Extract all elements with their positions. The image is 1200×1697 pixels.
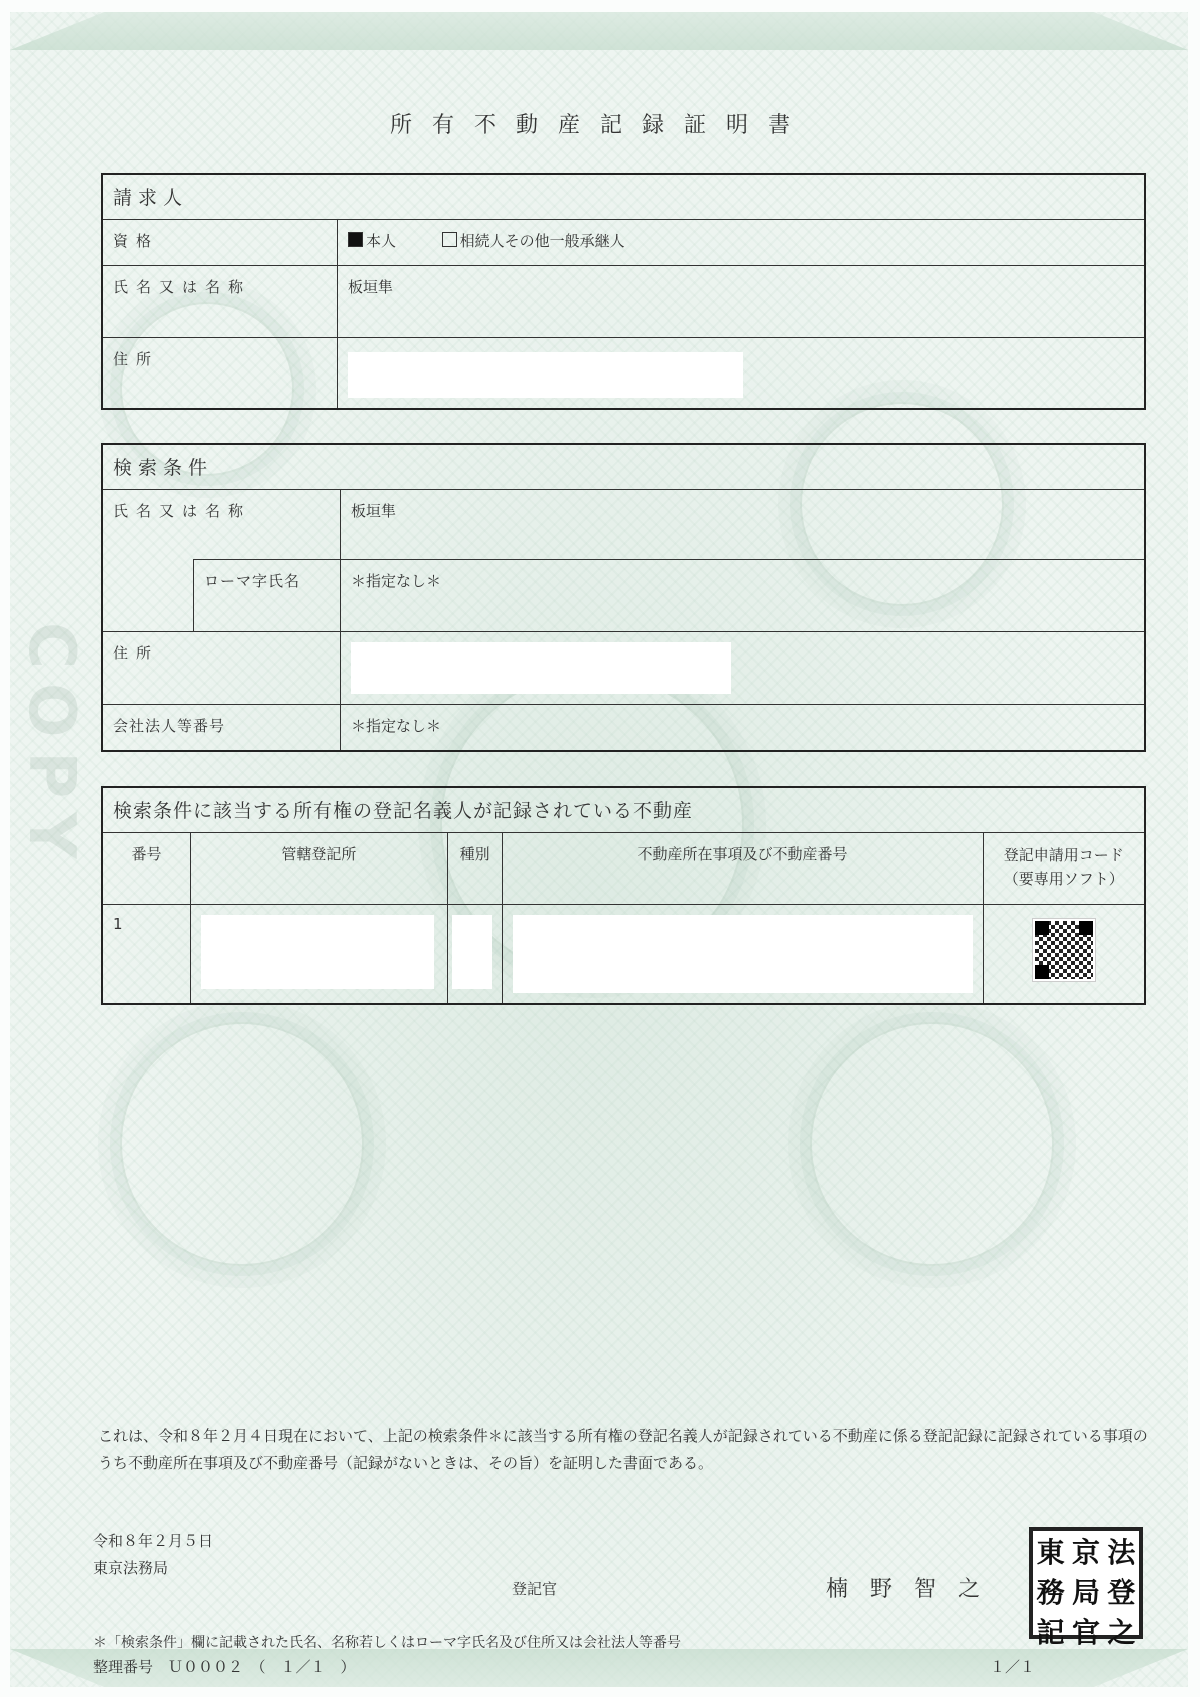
col-application-code-label: 登記申請用コード	[1003, 846, 1124, 864]
redaction-box	[513, 915, 973, 993]
page-number: １／１	[990, 1658, 1036, 1676]
qualification-value	[338, 220, 1146, 266]
redaction-box	[201, 915, 434, 989]
redaction-box	[348, 352, 743, 398]
col-location: 不動産所在事項及び不動産番号	[502, 833, 983, 905]
crest-pattern	[810, 1022, 1054, 1266]
document-title: 所有不動産記録証明書	[389, 113, 810, 138]
crest-pattern	[120, 1022, 364, 1266]
col-application-code	[983, 833, 1145, 905]
row-location	[502, 905, 983, 1005]
row-application-code	[983, 905, 1145, 1005]
official-seal: 東 京 法 務 局 登 記 官 之	[1029, 1527, 1143, 1639]
results-table	[101, 786, 1146, 1005]
corp-number-value: ＊指定なし＊	[341, 705, 1146, 751]
name-value: 板垣隼	[338, 266, 1146, 338]
footnote: ＊「検索条件」欄に記載された氏名、名称若しくはローマ字氏名及び住所又は会社法人等番号	[93, 1635, 681, 1651]
search-name-value: 板垣隼	[341, 490, 1146, 560]
results-heading: 検索条件に該当する所有権の登記名義人が記録されている不動産	[102, 787, 1145, 833]
officer-title: 登記官	[512, 1580, 558, 1598]
copy-watermark: COPY	[14, 622, 88, 873]
search-heading: 検索条件	[102, 444, 1145, 490]
col-registry-office: 管轄登記所	[191, 833, 448, 905]
search-address-label: 住所	[102, 632, 341, 705]
issuing-office: 東京法務局	[93, 1559, 169, 1577]
row-registry-office	[191, 905, 448, 1005]
requester-table	[101, 173, 1146, 410]
address-value	[338, 338, 1146, 410]
col-type: 種別	[447, 833, 502, 905]
option-self: 本人	[366, 232, 397, 250]
search-address-value	[341, 632, 1146, 705]
option-heir: 相続人その他一般承継人	[459, 232, 625, 250]
requester-heading: 請求人	[102, 174, 1145, 220]
row-number: 1	[102, 905, 191, 1005]
search-name-label: 氏名又は名称	[102, 490, 341, 560]
name-label: 氏名又は名称	[102, 266, 338, 338]
checkbox-unchecked-icon	[442, 232, 457, 247]
roman-name-value: ＊指定なし＊	[341, 560, 1146, 632]
issue-date: 令和８年２月５日	[93, 1532, 214, 1550]
search-table	[101, 443, 1146, 752]
certification-text: これは、令和８年２月４日現在において、上記の検索条件＊に該当する所有権の登記名義人が記録されている不動産に係る登記記録に記録されている事項のうち不動産所在事項及び不動産番号（記録がないときは、その旨）を証明した書面である。	[98, 1427, 1148, 1472]
security-band-top	[10, 12, 1188, 50]
checkbox-checked-icon	[348, 232, 363, 247]
col-number: 番号	[102, 833, 191, 905]
col-application-code-note: （要専用ソフト）	[1003, 870, 1124, 888]
address-label: 住所	[102, 338, 338, 410]
table-row	[102, 905, 1145, 1005]
control-number: 整理番号 Ｕ０００２ （ １／１ ）	[93, 1658, 356, 1676]
officer-name: 楠 野 智 之	[826, 1577, 981, 1602]
redaction-box	[351, 642, 731, 694]
row-type	[447, 905, 502, 1005]
corp-number-label: 会社法人等番号	[102, 705, 341, 751]
roman-name-label: ローマ字氏名	[194, 560, 341, 632]
qualification-label: 資格	[102, 220, 338, 266]
qr-code-icon	[1033, 919, 1095, 981]
redaction-box	[452, 915, 492, 989]
